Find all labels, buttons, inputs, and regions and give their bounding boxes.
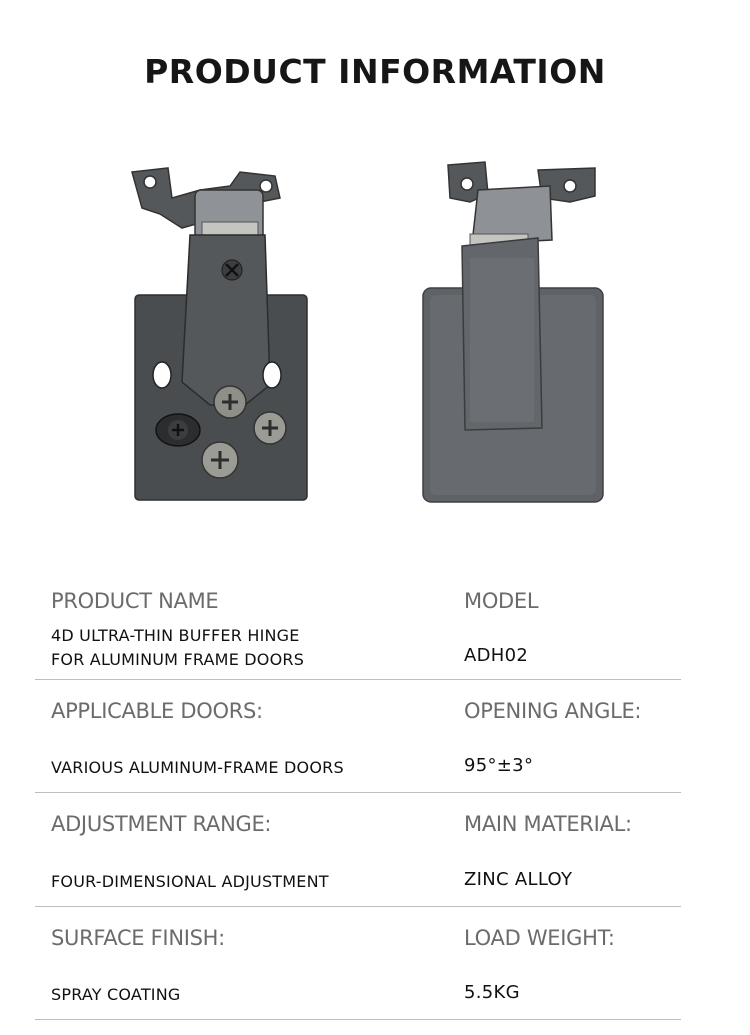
spec-label: MAIN MATERIAL: bbox=[464, 812, 632, 836]
spec-value: FOUR-DIMENSIONAL ADJUSTMENT bbox=[51, 872, 329, 891]
hinge-back-image bbox=[120, 150, 320, 510]
spec-label: OPENING ANGLE: bbox=[464, 699, 642, 723]
spec-label: SURFACE FINISH: bbox=[51, 926, 225, 950]
spec-row-surface-finish bbox=[35, 907, 681, 1020]
spec-value: VARIOUS ALUMINUM-FRAME DOORS bbox=[51, 758, 344, 777]
spec-label: PRODUCT NAME bbox=[51, 589, 219, 613]
spec-label: APPLICABLE DOORS: bbox=[51, 699, 263, 723]
spec-value: 4D ULTRA-THIN BUFFER HINGE FOR ALUMINUM FRAME DOORS bbox=[51, 626, 305, 669]
spec-label: LOAD WEIGHT: bbox=[464, 926, 615, 950]
spec-table bbox=[35, 570, 681, 1020]
spec-label: MODEL bbox=[464, 589, 539, 613]
spec-label: ADJUSTMENT RANGE: bbox=[51, 812, 272, 836]
spec-row-product-name bbox=[35, 570, 681, 680]
page-title: PRODUCT INFORMATION bbox=[144, 52, 606, 91]
hinge-front-image bbox=[410, 150, 610, 510]
spec-value: 95°±3° bbox=[464, 755, 534, 776]
spec-value: SPRAY COATING bbox=[51, 985, 181, 1004]
spec-row-adjustment-range bbox=[35, 793, 681, 907]
spec-value: ADH02 bbox=[464, 645, 529, 666]
spec-value: ZINC ALLOY bbox=[464, 869, 573, 890]
spec-value: 5.5KG bbox=[464, 982, 520, 1003]
spec-row-applicable-doors bbox=[35, 680, 681, 793]
